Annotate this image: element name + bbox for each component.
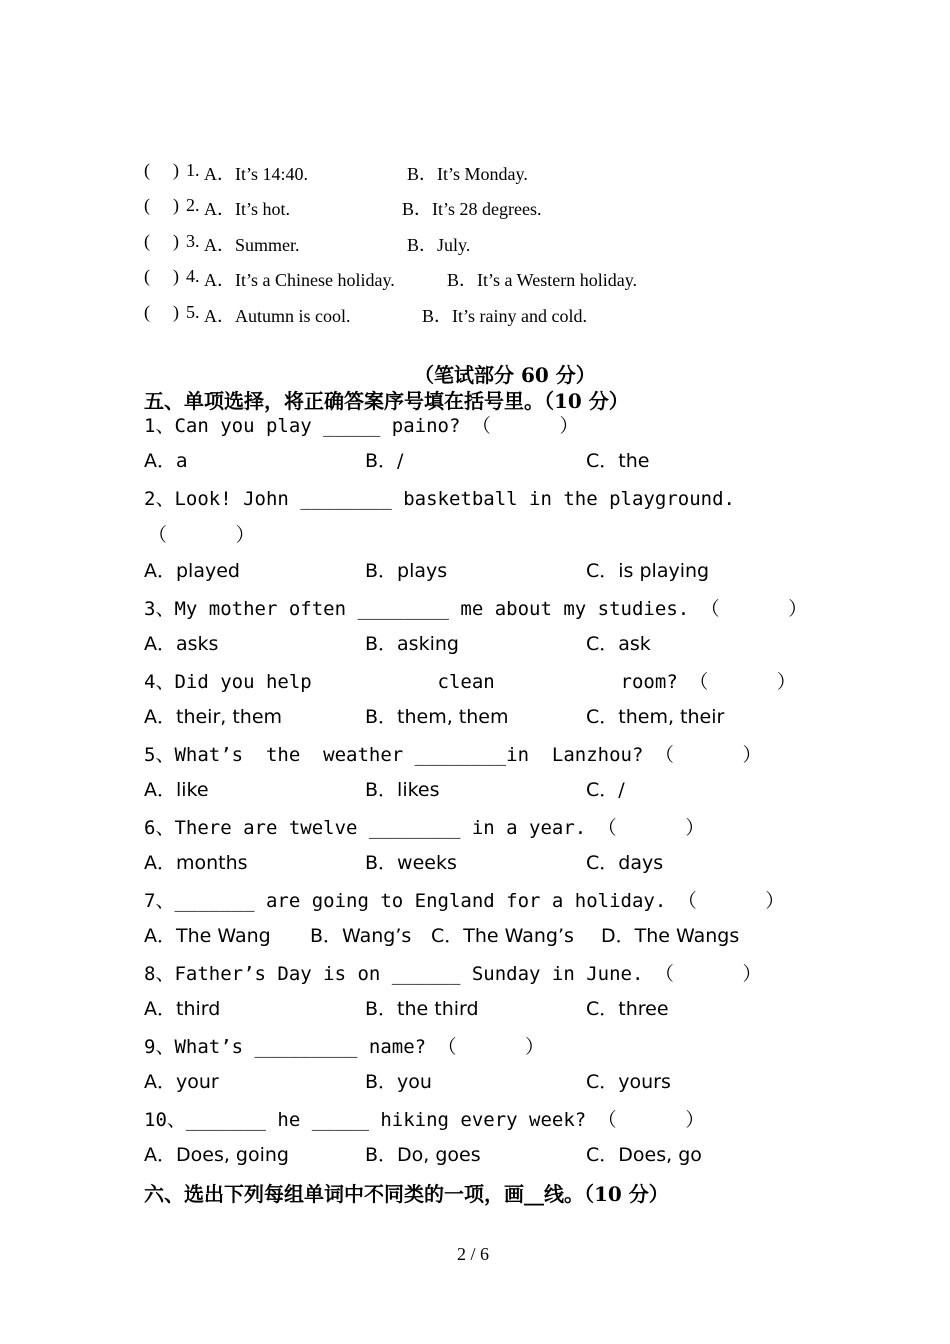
answer-paren-close: ) — [173, 302, 179, 322]
option-a: A．third — [144, 998, 221, 1020]
option-b: B．Wang’s — [310, 925, 412, 947]
question-10: 10、_______ he _____ hiking every week? （ ） — [144, 1109, 705, 1131]
page-number: 2 / 6 — [457, 1244, 490, 1264]
option-b: B．Do, goes — [365, 1144, 481, 1166]
option-b: B．you — [365, 1071, 432, 1093]
option-a: A．your — [144, 1071, 219, 1093]
option-c: C．yours — [586, 1071, 671, 1093]
question-5: 5、What’s the weather ________in Lanzhou? （ ） — [144, 744, 762, 766]
question-8: 8、Father’s Day is on ______ Sunday in June. （ ） — [144, 963, 762, 985]
option-c: C．/ — [586, 779, 625, 801]
answer-paren-open: ( — [144, 266, 150, 286]
option-c: C．The Wang’s — [431, 925, 574, 947]
item-number: 4. — [186, 266, 200, 286]
option-c: C．is playing — [586, 560, 710, 582]
item-number: 2. — [186, 195, 200, 215]
option-c: C．three — [586, 998, 669, 1020]
question-9: 9、What’s _________ name? （ ） — [144, 1036, 545, 1058]
option-c: C．them, their — [586, 706, 725, 728]
option-a: A．asks — [144, 633, 219, 655]
option-d: D．The Wangs — [601, 925, 740, 947]
option-c: C．days — [586, 852, 664, 874]
answer-paren-open: ( — [144, 160, 150, 180]
answer-paren-open: ( — [144, 195, 150, 215]
item-number: 3. — [186, 231, 200, 251]
answer-paren-open: ( — [144, 302, 150, 322]
option-a: A．Does, going — [144, 1144, 289, 1166]
option-a: A．It’s a Chinese holiday. — [204, 270, 395, 290]
option-a: A．Autumn is cool. — [204, 306, 351, 326]
option-b: B．plays — [365, 560, 448, 582]
option-b: B．It’s 28 degrees. — [402, 199, 542, 219]
option-a: A．played — [144, 560, 240, 582]
question-7: 7、_______ are going to England for a holiday. （ ） — [144, 890, 785, 912]
item-number: 1. — [186, 160, 200, 180]
option-a: A．like — [144, 779, 209, 801]
option-a: A．months — [144, 852, 248, 874]
option-b: B．It’s Monday. — [407, 164, 528, 184]
question-2: 2、Look! John ________ basketball in the playground. — [144, 488, 735, 510]
answer-paren-close: ) — [173, 231, 179, 251]
question-6: 6、There are twelve ________ in a year. （ ） — [144, 817, 705, 839]
question-2-answer-paren: （ ） — [148, 524, 255, 546]
question-3: 3、My mother often ________ me about my studies. （ ） — [144, 598, 808, 620]
option-b: B．asking — [365, 633, 459, 655]
section-six-heading: 六、选出下列每组单词中不同类的一项，画__线。（10 分） — [144, 1182, 669, 1206]
option-a: A．It’s hot. — [204, 199, 291, 219]
section-five-heading: 五、单项选择，将正确答案序号填在括号里。（10 分） — [144, 389, 629, 413]
option-b: B．July. — [407, 235, 471, 255]
option-b: B．/ — [365, 450, 404, 472]
answer-paren-close: ) — [173, 160, 179, 180]
answer-paren-close: ) — [173, 195, 179, 215]
option-a: A．It’s 14:40. — [204, 164, 309, 184]
option-b: B．likes — [365, 779, 440, 801]
answer-paren-close: ) — [173, 266, 179, 286]
option-b: B．It’s a Western holiday. — [447, 270, 638, 290]
option-c: C．ask — [586, 633, 651, 655]
option-c: C．Does, go — [586, 1144, 702, 1166]
written-part-title: （笔试部分 60 分） — [414, 363, 596, 387]
option-a: A．The Wang — [144, 925, 271, 947]
option-b: B．It’s rainy and cold. — [422, 306, 587, 326]
item-number: 5. — [186, 302, 200, 322]
question-4: 4、Did you help clean room? （ ） — [144, 671, 796, 693]
question-1: 1、Can you play _____ paino? （ ） — [144, 415, 579, 437]
option-c: C．the — [586, 450, 650, 472]
answer-paren-open: ( — [144, 231, 150, 251]
option-a: A．their, them — [144, 706, 283, 728]
option-b: B．weeks — [365, 852, 457, 874]
option-a: A．Summer. — [204, 235, 300, 255]
option-b: B．them, them — [365, 706, 509, 728]
option-b: B．the third — [365, 998, 479, 1020]
option-a: A．a — [144, 450, 188, 472]
